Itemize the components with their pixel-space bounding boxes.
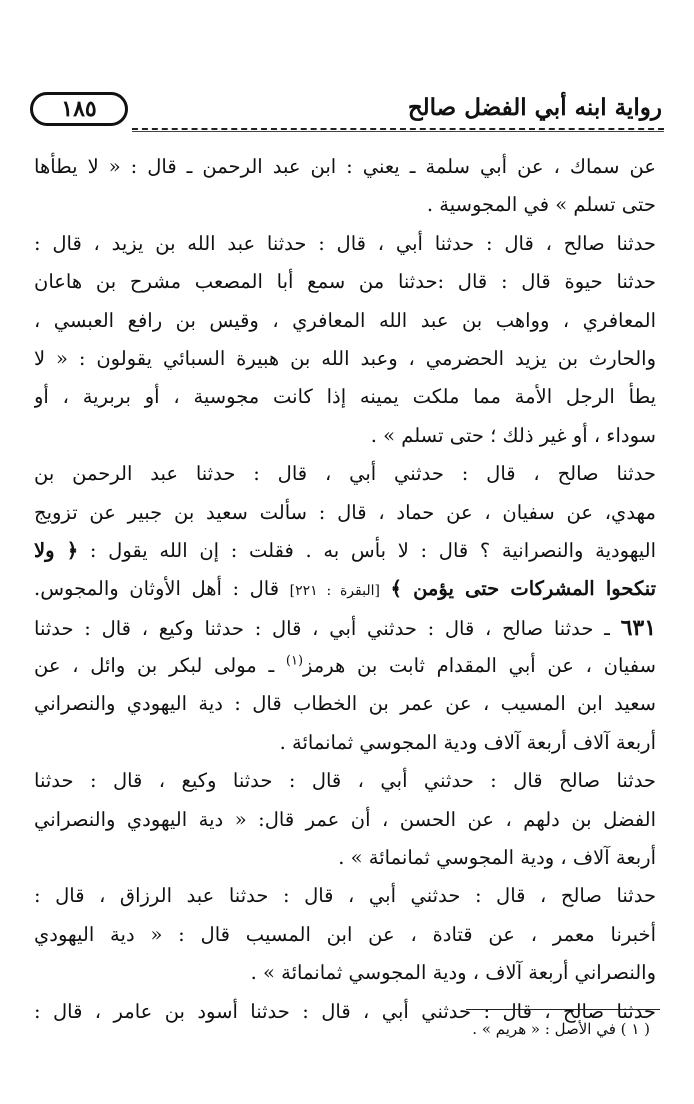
- quran-verse: ﴿ ولا: [34, 538, 79, 562]
- text-line: الفضل بن دلهم ، عن الحسن ، أن عمر قال: « دية اليهودي والنصراني: [34, 807, 656, 831]
- text-line: حتى تسلم » في المجوسية .: [426, 193, 656, 217]
- text-line: سفيان ، عن أبي المقدام ثابت بن هرمز$^{(١)}$ ـ مولى لبكر بن وائل ، عن: [34, 653, 656, 678]
- text-line: مهدي، عن سفيان ، عن حماد ، قال : سألت سعيد بن جبير عن تزويج: [34, 500, 656, 524]
- quran-verse: تنكحوا المشركات حتى يؤمن ﴾: [390, 577, 656, 601]
- header-divider-underline: [132, 131, 664, 132]
- text-line: سوداء ، أو غير ذلك ؛ حتى تسلم » .: [370, 423, 656, 447]
- text-line: ٦٣١ ـ حدثنا صالح ، قال : حدثني أبي ، قال : حدثنا وكيع ، قال : حدثنا: [34, 614, 656, 641]
- text-line: حدثنا حيوة قال : قال :حدثنا من سمع أبا المصعب مشرح بن هاعان: [34, 270, 656, 294]
- text-line: حدثنا صالح ، قال : حدثنا أبي ، قال : حدثنا عبد الله بن يزيد ، قال :: [34, 231, 656, 255]
- verse-reference: [البقرة : ٢٢١]: [289, 583, 380, 600]
- page-header: [28, 92, 668, 132]
- text-line: والنصراني أربعة آلاف ، ودية المجوسي ثمانمائة » .: [250, 961, 656, 985]
- footnote: ( ١ ) في الأصل : « هريم » .: [472, 1020, 650, 1038]
- text-line: يطأ الرجل الأمة مما ملكت يمينه إذا كانت مجوسية ، أو بربرية ، أو: [34, 385, 656, 409]
- header-divider: [132, 128, 664, 130]
- text-line: حدثنا صالح قال : حدثني أبي ، قال : حدثنا وكيع ، قال : حدثنا: [34, 769, 656, 793]
- text-line: أخبرنا معمر ، عن قتادة ، عن ابن المسيب قال : « دية اليهودي: [34, 922, 656, 946]
- text-line: المعافري ، وواهب بن عبد الله المعافري ، وقيس بن رافع العبسي ،: [34, 308, 656, 332]
- text-line: عن سماك ، عن أبي سلمة ـ يعني : ابن عبد الرحمن ـ قال : « لا يطأها: [34, 155, 656, 178]
- text-line: تنكحوا المشركات حتى يؤمن ﴾ [البقرة : ٢٢١] قال : أهل الأوثان والمجوس.: [34, 577, 656, 601]
- hadith-number: ٦٣١: [620, 614, 656, 641]
- text-line: حدثنا صالح ، قال : حدثني أبي ، قال : حدثنا عبد الرزاق ، قال :: [34, 884, 656, 908]
- text-line: حدثنا صالح ، قال : حدثني أبي ، قال : حدثنا عبد الرحمن بن: [34, 462, 656, 486]
- text-line: والحارث بن يزيد الحضرمي ، وعبد الله بن هبيرة السبائي يقولون : « لا: [34, 346, 656, 370]
- text-line: حدثنا صالح ، قال : حدثني أبي ، قال : حدثنا أسود بن عامر ، قال :: [34, 999, 656, 1023]
- text-line: أربعة آلاف أربعة آلاف ودية المجوسي ثمانمائة .: [279, 730, 656, 754]
- main-text: [34, 148, 656, 1031]
- footnote-marker: (١): [285, 653, 304, 669]
- text-line: أربعة آلاف ، ودية المجوسي ثمانمائة » .: [338, 846, 656, 870]
- footnote-divider: [466, 1009, 660, 1010]
- running-title: رواية ابنه أبي الفضل صالح: [407, 94, 662, 121]
- text-line: سعيد ابن المسيب ، عن عمر بن الخطاب قال : دية اليهودي والنصراني: [34, 692, 656, 716]
- text-line: اليهودية والنصرانية ؟ قال : لا بأس به . فقلت : إن الله يقول : ﴿ ولا: [34, 538, 656, 562]
- page-number: ١٨٥: [30, 92, 128, 126]
